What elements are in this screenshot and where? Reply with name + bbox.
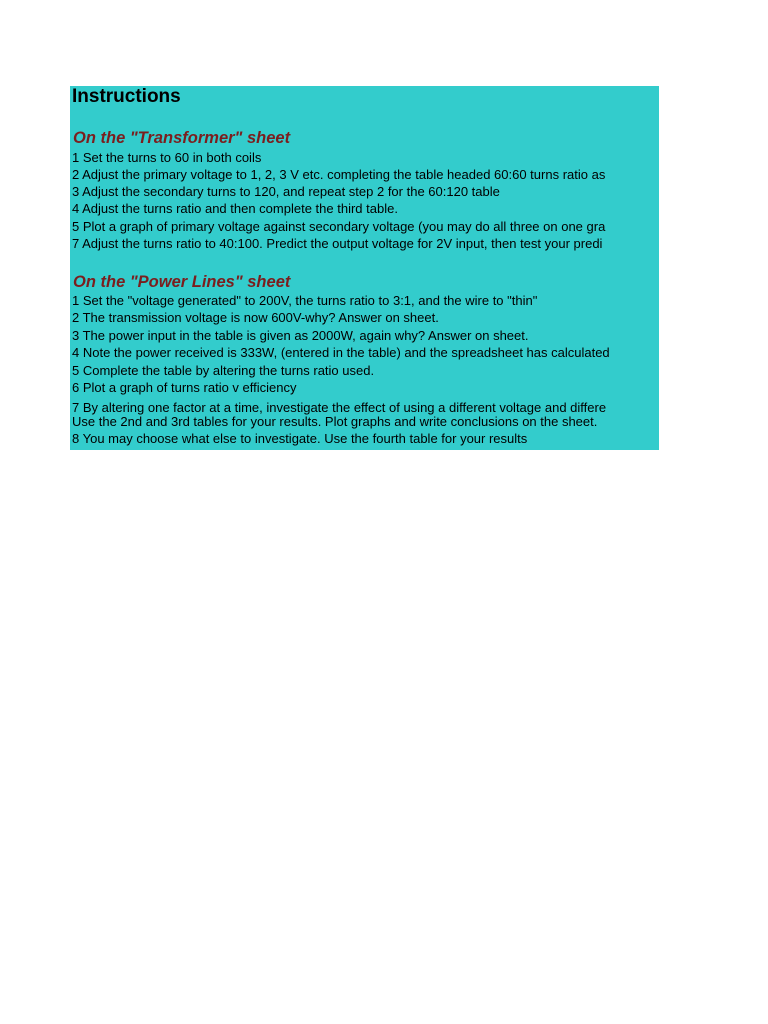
section-heading-power-lines: On the "Power Lines" sheet	[73, 273, 291, 291]
instruction-line: 3 Adjust the secondary turns to 120, and repeat step 2 for the 60:120 table	[72, 184, 500, 199]
instruction-line: 3 The power input in the table is given as 2000W, again why? Answer on sheet.	[72, 328, 529, 343]
instruction-line: 4 Note the power received is 333W, (entered in the table) and the spreadsheet has calculated	[72, 345, 610, 360]
instruction-line: 5 Plot a graph of primary voltage against secondary voltage (you may do all three on one gra	[72, 219, 606, 234]
instruction-line: 7 By altering one factor at a time, investigate the effect of using a different voltage and differe	[72, 400, 607, 415]
instruction-line: 1 Set the "voltage generated" to 200V, the turns ratio to 3:1, and the wire to "thin"	[72, 293, 538, 308]
instruction-line: 6 Plot a graph of turns ratio v efficiency	[72, 380, 297, 395]
instruction-line: 5 Complete the table by altering the turns ratio used.	[72, 363, 375, 378]
instruction-line: 8 You may choose what else to investigate. Use the fourth table for your results	[72, 431, 528, 446]
instruction-line: 2 The transmission voltage is now 600V-why? Answer on sheet.	[72, 310, 439, 325]
section-heading-transformer: On the "Transformer" sheet	[73, 129, 291, 147]
page-title: Instructions	[72, 86, 181, 107]
instruction-line: Use the 2nd and 3rd tables for your results. Plot graphs and write conclusions on the sheet.	[72, 414, 598, 429]
instruction-line: 7 Adjust the turns ratio to 40:100. Predict the output voltage for 2V input, then test your predi	[72, 236, 603, 251]
instructions-panel	[70, 86, 659, 450]
instruction-line: 4 Adjust the turns ratio and then complete the third table.	[72, 201, 398, 216]
instruction-line: 2 Adjust the primary voltage to 1, 2, 3 V etc. completing the table headed 60:60 turns ratio as	[72, 167, 606, 182]
instruction-line: 1 Set the turns to 60 in both coils	[72, 150, 262, 165]
